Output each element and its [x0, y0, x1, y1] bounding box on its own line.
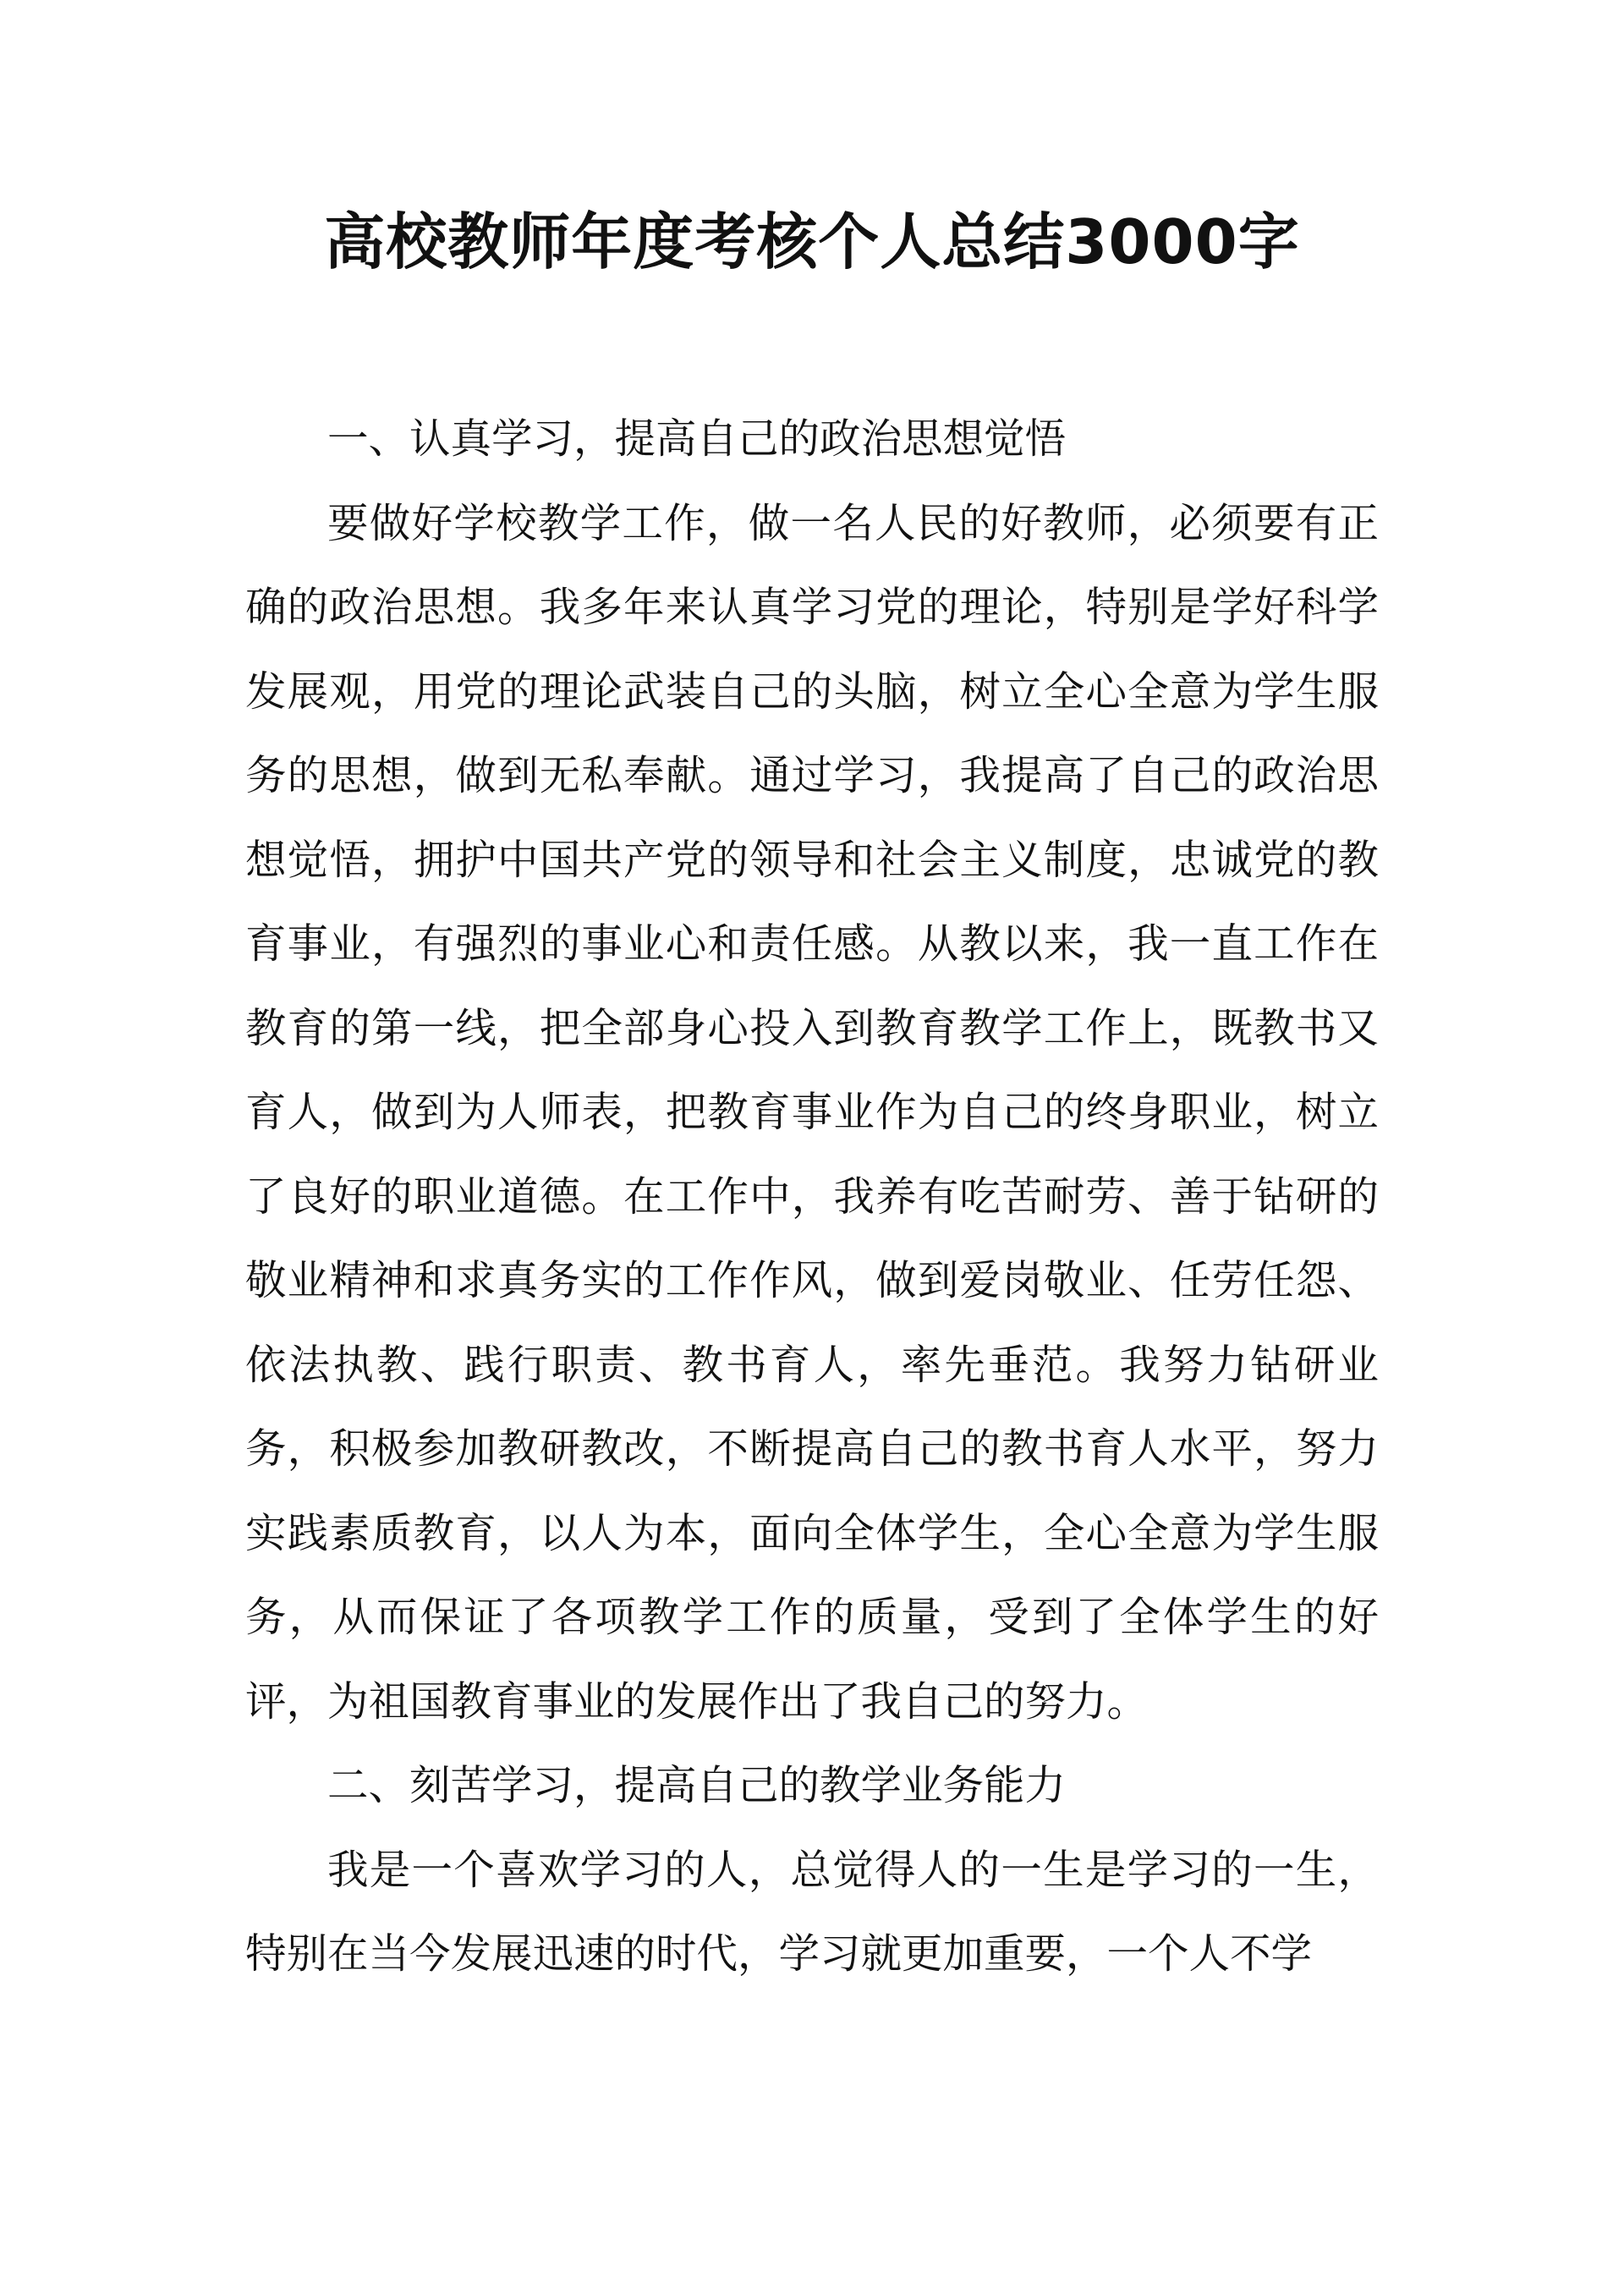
section-heading-1: 一、认真学习，提高自己的政治思想觉悟 — [327, 415, 1067, 463]
body-paragraph-2: 我是一个喜欢学习的人，总觉得人的一生是学习的一生，特别在当今发展迅速的时代，学习就更加重要，一个人不学 — [245, 1846, 1379, 1978]
section-heading-2: 二、刻苦学习，提高自己的教学业务能力 — [327, 1762, 1067, 1809]
document-body — [245, 398, 1379, 1997]
document-title: 高校教师年度考核个人总结3000字 — [324, 206, 1300, 277]
body-paragraph-1: 要做好学校教学工作，做一名人民的好教师，必须要有正确的政治思想。我多年来认真学习党的理论，特别是学好科学发展观，用党的理论武装自己的头脑，树立全心全意为学生服务的思想，做到无私奉献。通过学习，我提高了自己的政治思想觉悟，拥护中国共产党的领导和社会主义制度，忠诚党的教育事业，有强烈的事业心和责任感。从教以来，我一直工作在教育的第一线，把全部身心投入到教育教学工作上，既教书又育人，做到为人师表，把教育事业作为自己的终身职业，树立了良好的职业道德。在工作中，我养有吃苦耐劳、善于钻研的敬业精神和求真务实的工作作风，做到爱岗敬业、任劳任怨、依法执教、践行职责、教书育人，率先垂范。我努力钻研业务，积极参加教研教改，不断提高自己的教书育人水平，努力实践素质教育，以人为本，面向全体学生，全心全意为学生服务，从而保证了各项教学工作的质量，受到了全体学生的好评，为祖国教育事业的发展作出了我自己的努力。 — [245, 499, 1379, 1726]
